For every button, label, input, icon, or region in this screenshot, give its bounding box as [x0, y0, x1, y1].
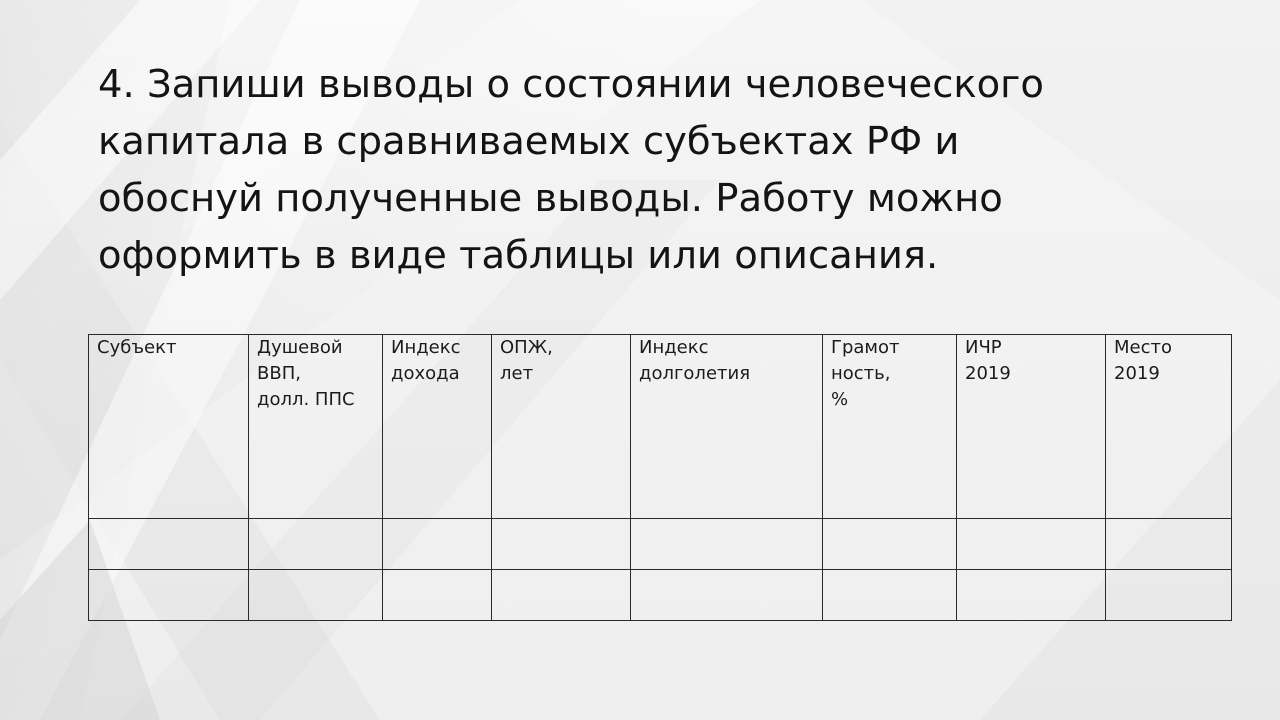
header-text: 2019: [1114, 363, 1160, 384]
header-text: ОПЖ,: [500, 337, 553, 358]
table-cell: [492, 570, 631, 621]
comparison-table: [88, 334, 1232, 621]
header-text: долголетия: [639, 363, 751, 384]
table-cell: [823, 519, 957, 570]
header-cell-literacy: [823, 335, 957, 519]
title-line: обоснуй полученные выводы. Работу можно: [98, 176, 1003, 221]
title-line: капитала в сравниваемых субъектах РФ и: [98, 119, 960, 164]
header-text: Индекс: [391, 337, 461, 358]
table-header-row: [89, 335, 1232, 519]
header-cell-life-expectancy: [492, 335, 631, 519]
header-cell-longevity-index: [631, 335, 823, 519]
table-cell: [957, 519, 1106, 570]
header-text: Субъект: [97, 337, 177, 358]
header-text: ИЧР: [965, 337, 1002, 358]
table-cell: [957, 570, 1106, 621]
title-line: оформить в виде таблицы или описания.: [98, 233, 939, 278]
header-text: ность,: [831, 363, 891, 384]
table-row: [89, 570, 1232, 621]
table-row: [89, 519, 1232, 570]
table-cell: [1106, 570, 1232, 621]
header-text: Индекс: [639, 337, 709, 358]
header-text: долл. ППС: [257, 389, 355, 410]
header-text: 2019: [965, 363, 1011, 384]
header-cell-hdi: [957, 335, 1106, 519]
header-text: %: [831, 389, 849, 410]
table-cell: [89, 519, 249, 570]
header-text: Место: [1114, 337, 1172, 358]
table-cell: [631, 570, 823, 621]
table-cell: [383, 519, 492, 570]
header-cell-rank: [1106, 335, 1232, 519]
header-text: ВВП,: [257, 363, 301, 384]
header-cell-subject: [89, 335, 249, 519]
header-text: Душевой: [257, 337, 343, 358]
slide-title: [98, 56, 1218, 284]
header-text: лет: [500, 363, 534, 384]
header-text: дохода: [391, 363, 460, 384]
table-cell: [89, 570, 249, 621]
header-cell-gdp: [249, 335, 383, 519]
table-cell: [383, 570, 492, 621]
table-cell: [249, 519, 383, 570]
table-cell: [823, 570, 957, 621]
table-cell: [631, 519, 823, 570]
table-cell: [492, 519, 631, 570]
header-text: Грамот: [831, 337, 900, 358]
table-cell: [1106, 519, 1232, 570]
header-cell-income-index: [383, 335, 492, 519]
table-cell: [249, 570, 383, 621]
title-line: 4. Запиши выводы о состоянии человеческого: [98, 62, 1044, 107]
